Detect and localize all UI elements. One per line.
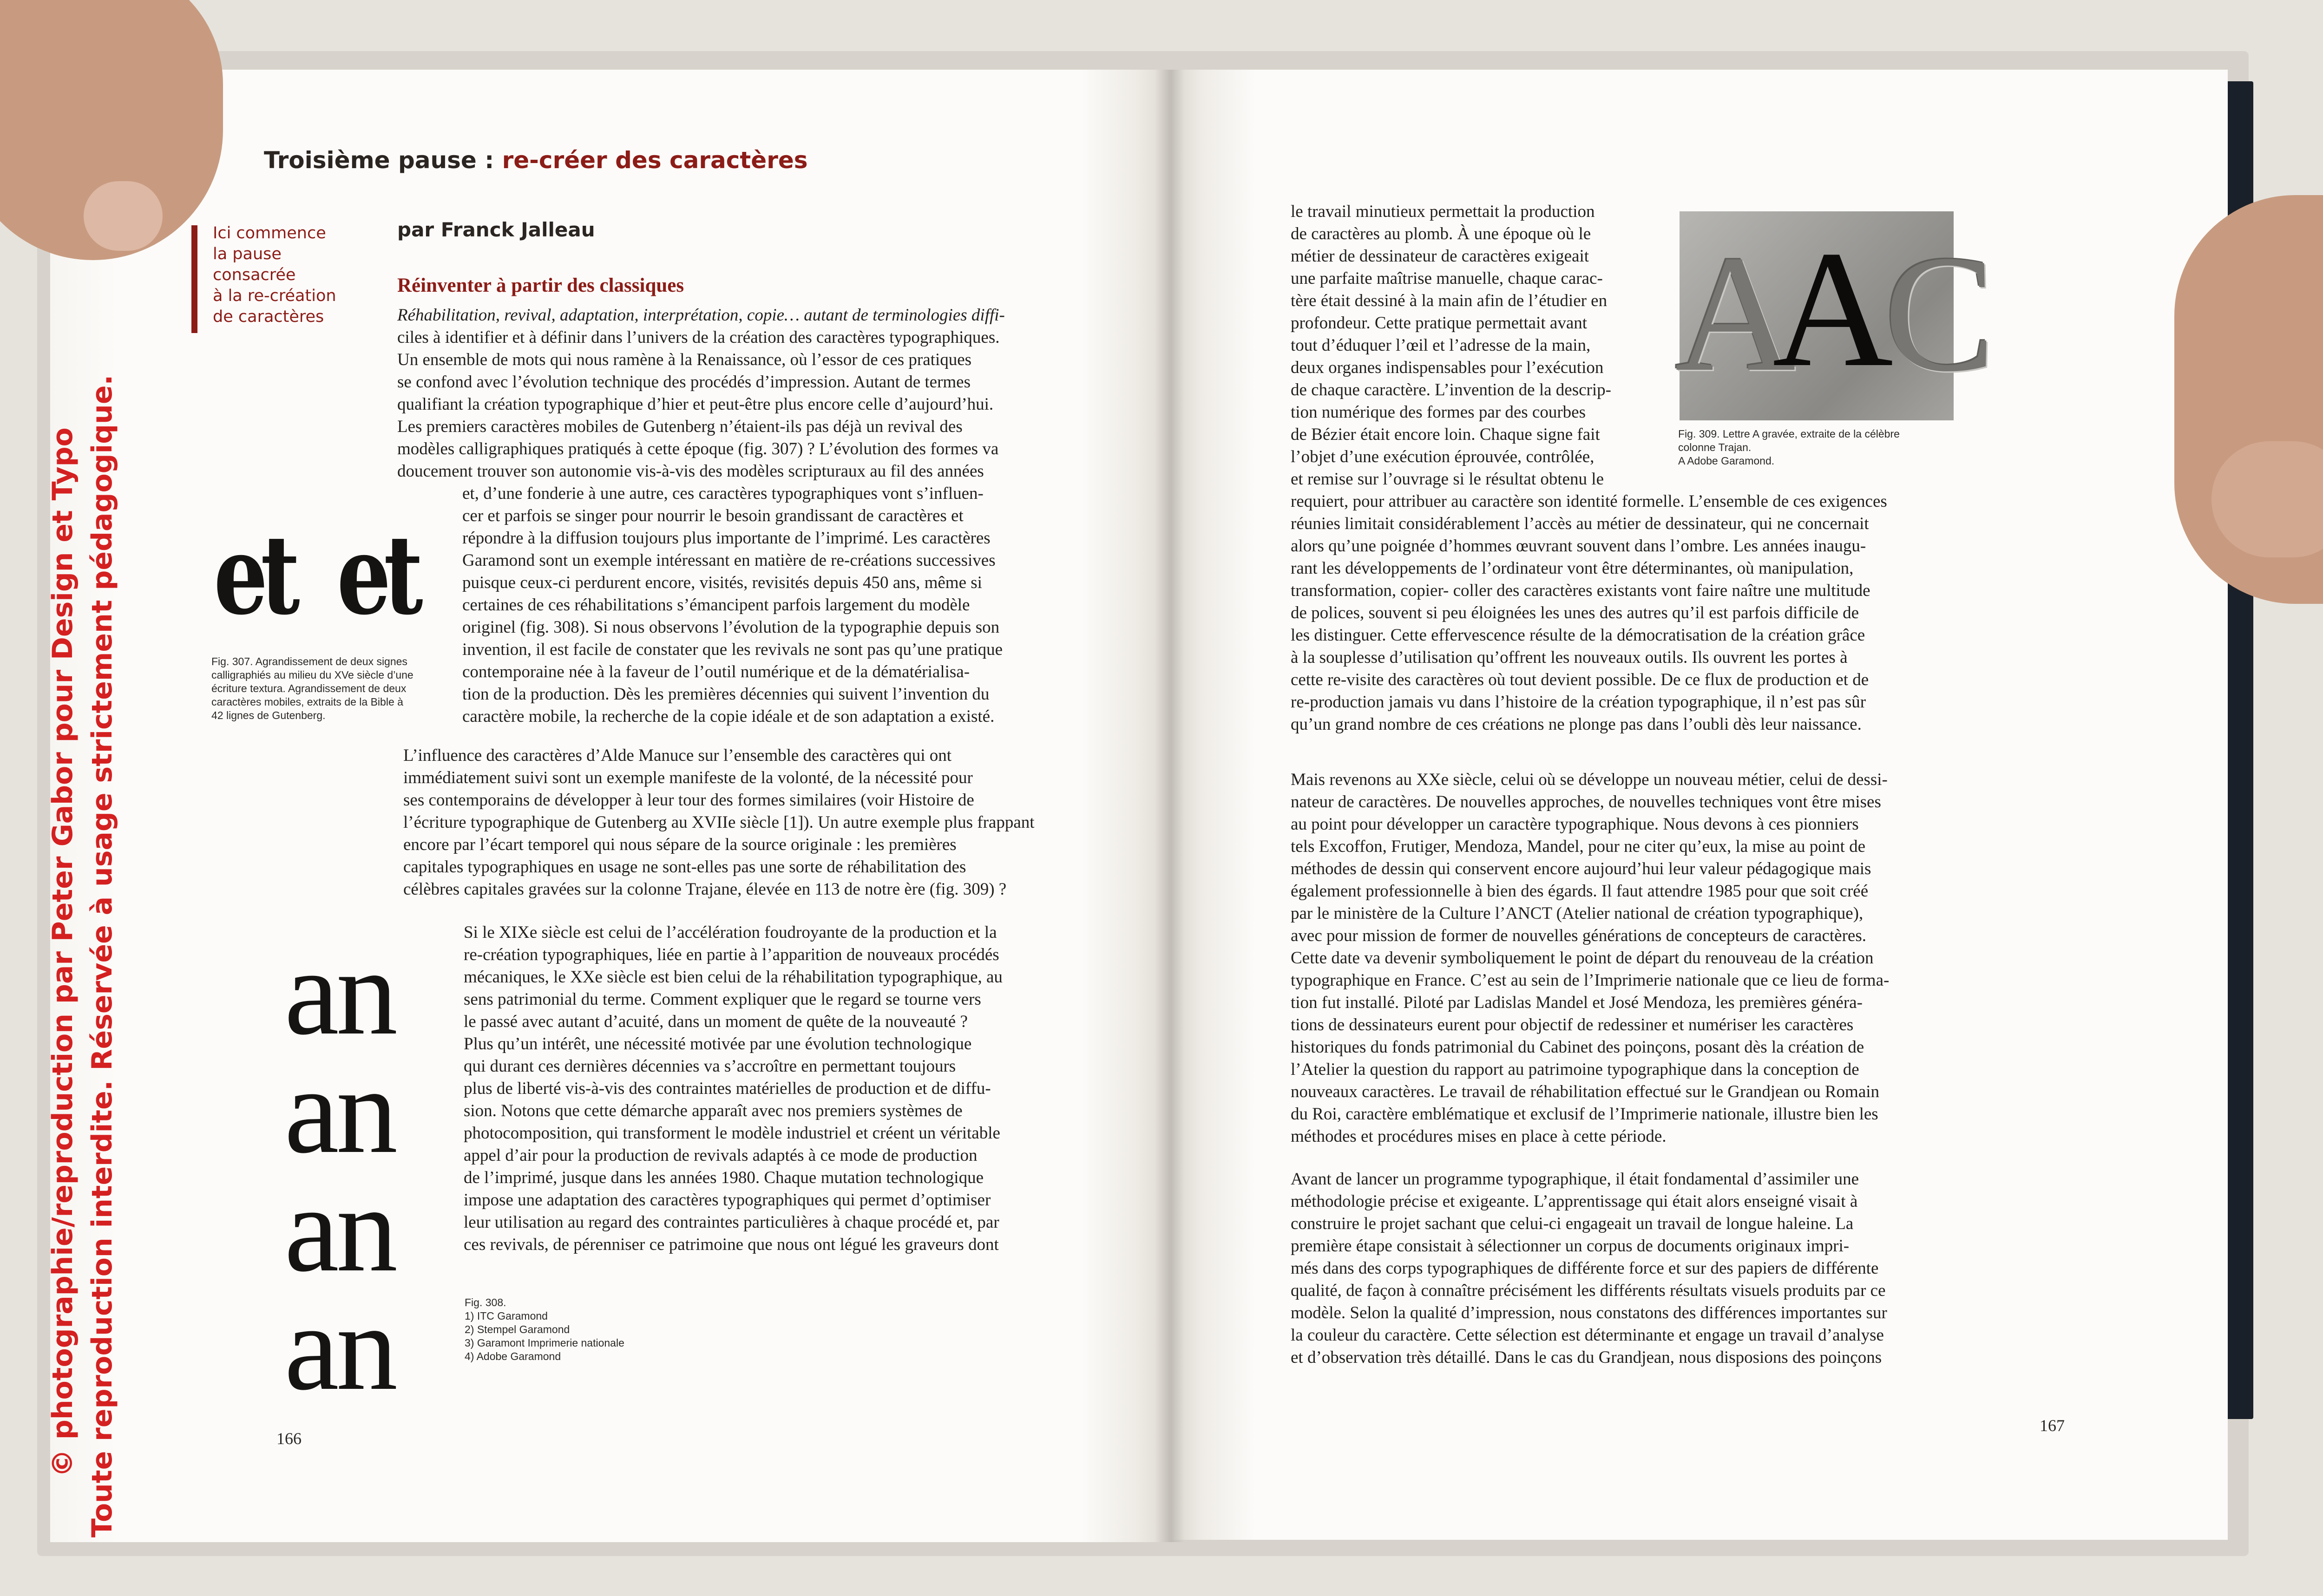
text-line: métier de dessinateur de caractères exigeait (1291, 247, 1589, 266)
text-line: les distinguer. Cette effervescence résulte de la démocratisation de la création grâce (1291, 626, 1865, 645)
right-paragraph-2 (1291, 769, 1889, 1148)
caption-line: 42 lignes de Gutenberg. (211, 709, 326, 721)
text-line: méthodes et procédures mises en place à cette période. (1291, 1127, 1667, 1146)
text-line: Plus qu’un intérêt, une nécessité motivée par une évolution technologique (464, 1034, 972, 1053)
text-line: avec pour mission de former de nouvelles générations de concepteurs de caractères. (1291, 926, 1866, 945)
text-line: photocomposition, qui transforment le modèle industriel et créent un véritable (464, 1124, 1000, 1143)
text-line: l’écriture typographique de Gutenberg au XVIIe siècle [1]). Un autre exemple plus frappant (403, 813, 1035, 832)
text-line: appel d’air pour la production de revivals adaptés à ce mode de production (464, 1146, 978, 1165)
text-line: certaines de ces réhabilitations s’émancipent parfois largement du modèle (462, 595, 970, 615)
text-line: contemporaine née à la faveur de l’outil numérique et de la dématérialisa- (462, 662, 970, 681)
page-number-right: 167 (2040, 1416, 2065, 1435)
text-line: tion numérique des formes par des courbes (1291, 403, 1586, 422)
chapter-title-prefix: Troisième pause : (264, 147, 502, 174)
text-line: méthodes de dessin qui conservent encore aujourd’hui leur valeur pédagogique mais (1291, 859, 1871, 878)
text-line: nateur de caractères. De nouvelles approches, de nouvelles techniques vont être mises (1291, 792, 1881, 811)
text-line: cette re-visite des caractères où tout devient possible. De ce flux de production et de (1291, 670, 1869, 689)
caption-line: calligraphiés au milieu du XVe siècle d’une (211, 669, 413, 681)
text-line: de Bézier était encore loin. Chaque signe fait (1291, 425, 1600, 444)
chapter-title (264, 147, 808, 174)
left-paragraph-1b (462, 483, 1003, 728)
text-line: originel (fig. 308). Si nous observons l’évolution de la typographie depuis son (462, 618, 1000, 637)
text-line: immédiatement suivi sont un exemple manifeste de la volonté, de la nécessité pour (403, 768, 973, 787)
text-line: Un ensemble de mots qui nous ramène à la Renaissance, où l’essor de ces pratiques (397, 350, 972, 369)
left-paragraph-2 (403, 745, 1035, 901)
caption-line: 4) Adobe Garamond (465, 1350, 561, 1362)
fig307-calligraphic-glyph: et (214, 511, 293, 639)
text-line: puisque ceux-ci perdurent encore, visités, revisités depuis 450 ans, même si (462, 573, 982, 592)
text-line: rant les développements de l’ordinateur vont être déterminantes, où manipulation, (1291, 559, 1854, 578)
text-line: tion fut installé. Piloté par Ladislas Mandel et José Mendoza, les premières généra- (1291, 993, 1863, 1012)
text-line: typographique en France. C’est au sein de l’Imprimerie nationale que ce lieu de forma- (1291, 971, 1890, 990)
chapter-title-accent: re-créer des caractères (502, 147, 808, 174)
fig309-carved-letter-c: C (1884, 221, 1996, 406)
text-line: capitales typographiques en usage ne sont-elles pas une sorte de réhabilitation des (403, 857, 966, 876)
caption-line: colonne Trajan. (1678, 441, 1752, 453)
text-line: au point pour développer un caractère typographique. Nous devons à ces pionniers (1291, 815, 1859, 834)
text-line: Mais revenons au XXe siècle, celui où se développe un nouveau métier, celui de dessi- (1291, 770, 1888, 789)
caption-line: 2) Stempel Garamond (465, 1323, 570, 1335)
text-line: re-création typographiques, liée en partie à l’apparition de nouveaux procédés (464, 945, 999, 964)
text-line: du Roi, caractère emblématique et exclusif de l’Imprimerie nationale, illustre bien les (1291, 1105, 1878, 1124)
text-line: une parfaite maîtrise manuelle, chaque carac- (1291, 269, 1603, 288)
caption-line: Fig. 309. Lettre A gravée, extraite de la célèbre (1678, 428, 1900, 440)
left-thumbnail (84, 181, 163, 251)
text-line: tère était dessiné à la main afin de l’étudier en (1291, 291, 1608, 310)
text-line: ses contemporains de développer à leur tour des formes similaires (voir Histoire de (403, 791, 974, 810)
margin-note-line: la pause (213, 245, 282, 263)
text-line: alors qu’une poignée d’hommes œuvrant souvent dans l’ombre. Les années inaugu- (1291, 536, 1866, 556)
text-line: à la souplesse d’utilisation qu’offrent les nouveaux outils. Ils ouvrent les portes à (1291, 648, 1848, 667)
right-paragraph-1a (1291, 201, 1611, 491)
text-line: la couleur du caractère. Cette sélection est déterminante et engage un travail d’analyse (1291, 1326, 1884, 1345)
left-paragraph-3 (464, 922, 1003, 1256)
fig309-trajan-photo (1675, 211, 1996, 420)
margin-note-line: consacrée (213, 266, 296, 284)
margin-note-line: de caractères (213, 307, 324, 326)
caption-line: A Adobe Garamond. (1678, 455, 1775, 467)
text-line: L’influence des caractères d’Alde Manuce sur l’ensemble des caractères qui ont (403, 746, 952, 765)
text-line: historiques du fonds patrimonial du Cabinet des poinçons, posant dès la création de (1291, 1038, 1864, 1057)
margin-note (213, 223, 336, 327)
text-line: ciles à identifier et à définir dans l’univers de la création des caractères typographiques. (397, 328, 1000, 347)
left-paragraph-1a (397, 304, 1005, 483)
page-number-left: 166 (276, 1429, 302, 1448)
text-line: ces revivals, de pérenniser ce patrimoine que nous ont légué les graveurs dont (464, 1235, 999, 1254)
caption-line: 1) ITC Garamond (465, 1310, 548, 1322)
text-line: répondre à la diffusion toujours plus importante de l’imprimé. Les caractères (462, 529, 991, 548)
text-line: tion de la production. Dès les premières décennies qui suivent l’invention du (462, 685, 990, 704)
text-line: se confond avec l’évolution technique des procédés d’impression. Autant de termes (397, 373, 971, 392)
text-line: tout d’éduquer l’œil et l’adresse de la main, (1291, 336, 1591, 355)
text-line: première étape consistait à sélectionner un corpus de documents originaux impri- (1291, 1236, 1850, 1256)
text-line: cer et parfois se singer pour nourrir le besoin grandissant de caractères et (462, 506, 964, 525)
text-line: Avant de lancer un programme typographique, il était fondamental d’assimiler une (1291, 1170, 1859, 1189)
caption-line: Fig. 308. (465, 1296, 506, 1308)
watermark-usage-notice: Toute reproduction interdite. Réservée à usage strictement pédagogique. (86, 374, 118, 1537)
text-line: qui durant ces dernières décennies va s’accroître en permettant toujours (464, 1057, 956, 1076)
caption-line: 3) Garamont Imprimerie nationale (465, 1337, 624, 1349)
text-line: de l’imprimé, jusque dans les années 1980. Chaque mutation technologique (464, 1168, 984, 1187)
margin-note-line: Ici commence (213, 224, 326, 242)
caption-line: caractères mobiles, extraits de la Bible à (211, 696, 403, 708)
margin-note-line: à la re-création (213, 287, 336, 305)
text-line: sion. Notons que cette démarche apparaît avec nos premiers systèmes de (464, 1101, 963, 1120)
text-line: qualité, de façon à connaître précisément les différents résultats visuels produits par ce (1291, 1281, 1886, 1300)
text-line: encore par l’écart temporel qui nous sépare de la source originale : les premières (403, 835, 957, 854)
text-line: qu’un grand nombre de ces créations ne plonge pas dans l’oubli dès leur naissance. (1291, 715, 1862, 734)
fig308-caption (465, 1296, 624, 1363)
margin-note-bar (191, 225, 197, 333)
text-line: et, d’une fonderie à une autre, ces caractères typographiques vont s’influen- (462, 484, 984, 503)
text-line: modèles calligraphiques pratiqués à cette époque (fig. 307) ? L’évolution des formes va (397, 439, 999, 458)
text-line: nouveaux caractères. Le travail de réhabilitation effectué sur le Grandjean ou Romain (1291, 1082, 1880, 1101)
text-line: sens patrimonial du terme. Comment expliquer que le regard se tourne vers (464, 990, 981, 1009)
right-paragraph-1b (1291, 491, 1887, 736)
text-line: deux organes indispensables pour l’exécution (1291, 358, 1604, 377)
fig307-movable-type-glyph: et (337, 511, 416, 639)
text-line: de caractères au plomb. À une époque où le (1291, 224, 1591, 243)
text-line: Garamond sont un exemple intéressant en matière de re-créations successives (462, 551, 996, 570)
text-line: leur utilisation au regard des contraintes particulières à chaque procédé et, par (464, 1213, 999, 1232)
text-line: requiert, pour attribuer au caractère son identité formelle. L’ensemble de ces exigences (1291, 492, 1887, 511)
text-line: réunies limitait considérablement l’accès au métier de dessinateur, qui ne concernait (1291, 514, 1869, 533)
text-line: impose une adaptation des caractères typographiques qui permet d’optimiser (464, 1190, 991, 1210)
text-line: l’Atelier la question du rapport au patrimoine typographique dans la conception de (1291, 1060, 1859, 1079)
text-line: invention, il est facile de constater que les revivals ne sont pas qu’une pratique (462, 640, 1003, 659)
text-line: le travail minutieux permettait la production (1291, 202, 1595, 221)
fig308-sample-4: an (284, 1280, 395, 1416)
text-line: caractère mobile, la recherche de la copie idéale et de son adaptation a existé. (462, 707, 995, 726)
text-line: modèle. Selon la qualité d’impression, nous constatons des différences importantes sur (1291, 1303, 1887, 1322)
fig308-sample-3: an (284, 1161, 395, 1297)
text-line: Cette date va devenir symboliquement le point de départ du renouveau de la création (1291, 948, 1874, 968)
right-paragraph-3 (1291, 1168, 1887, 1369)
watermark-copyright: © photographie/reproduction par Peter Gabor pour Design et Typo (46, 427, 79, 1477)
text-line: tels Excoffon, Frutiger, Mendoza, Mandel, pour ne citer qu’eux, la mise au point de (1291, 837, 1865, 856)
fig308-sample-2: an (284, 1043, 395, 1179)
fig309-garamond-letter: A (1772, 216, 1893, 401)
fig308-sample-1: an (284, 924, 395, 1060)
text-line: Si le XIXe siècle est celui de l’accélération foudroyante de la production et la (464, 923, 997, 942)
text-line: Les premiers caractères mobiles de Gutenberg n’étaient-ils pas déjà un revival des (397, 417, 963, 436)
text-line: Réhabilitation, revival, adaptation, interprétation, copie… autant de terminologies diffi- (397, 306, 1005, 325)
fig309-caption (1678, 427, 1900, 468)
text-line: célèbres capitales gravées sur la colonne Trajane, élevée en 113 de notre ère (fig. 309) ? (403, 880, 1007, 899)
text-line: doucement trouver son autonomie vis-à-vis des modèles scripturaux au fil des années (397, 462, 984, 481)
text-line: més dans des corps typographiques de différente force et sur des papiers de différente (1291, 1259, 1879, 1278)
caption-line: Fig. 307. Agrandissement de deux signes (211, 655, 407, 667)
text-line: de chaque caractère. L’invention de la descrip- (1291, 380, 1611, 399)
text-line: plus de liberté vis-à-vis des contraintes matérielles de production et de diffu- (464, 1079, 991, 1098)
right-hand-finger (2211, 441, 2323, 557)
text-line: et remise sur l’ouvrage si le résultat obtenu le (1291, 470, 1604, 489)
text-line: par le ministère de la Culture l’ANCT (Atelier national de création typographique), (1291, 904, 1864, 923)
text-line: l’objet d’une exécution éprouvée, contrôlée, (1291, 447, 1595, 466)
text-line: re-production jamais vu dans l’histoire de la création typographique, il n’est pas sûr (1291, 693, 1866, 712)
text-line: également professionnelle à bien des égards. Il faut attendre 1985 pour que soit créé (1291, 882, 1869, 901)
caption-line: écriture textura. Agrandissement de deux (211, 682, 407, 694)
text-line: mécaniques, le XXe siècle est bien celui de la réhabilitation typographique, au (464, 968, 1003, 987)
text-line: méthodologie précise et exigeante. L’apprentissage qui était alors enseigné visait à (1291, 1192, 1858, 1211)
fig309-carved-letter: A (1675, 221, 1796, 406)
text-line: transformation, copier- coller des caractères existants vont faire naître une multitude (1291, 581, 1870, 600)
text-line: et d’observation très détaillé. Dans le cas du Grandjean, nous disposions des poinçons (1291, 1348, 1882, 1367)
author-line: par Franck Jalleau (397, 218, 595, 241)
text-line: construire le projet sachant que celui-ci engageait un travail de longue haleine. La (1291, 1214, 1854, 1233)
text-line: profondeur. Cette pratique permettait avant (1291, 314, 1588, 333)
text-line: tions de dessinateurs eurent pour objectif de redessiner et numériser les caractères (1291, 1015, 1854, 1034)
text-line: de polices, souvent si peu éloignées les unes des autres qu’il est parfois difficile de (1291, 603, 1859, 622)
text-line: qualifiant la création typographique d’hier et peut-être plus encore celle d’aujourd’hui. (397, 395, 994, 414)
fig307-caption (211, 655, 413, 722)
text-line: le passé avec autant d’acuité, dans un moment de quête de la nouveauté ? (464, 1012, 968, 1031)
book-gutter (1155, 70, 1185, 1542)
section-heading: Réinventer à partir des classiques (397, 275, 684, 296)
